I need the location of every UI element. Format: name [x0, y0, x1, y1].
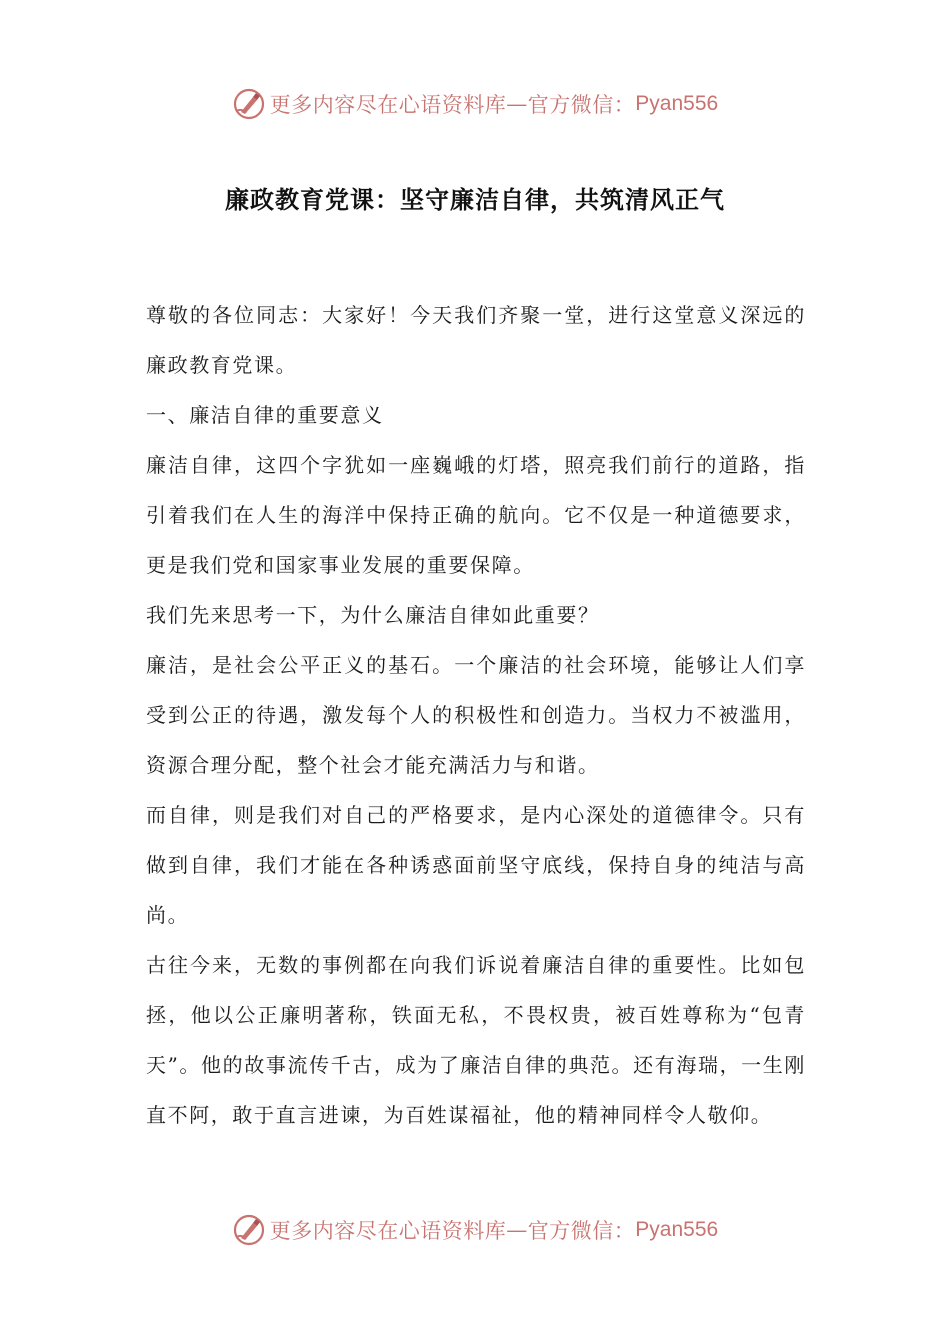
document-title: 廉政教育党课：坚守廉洁自律，共筑清风正气 [225, 185, 725, 214]
watermark-banner-top [0, 84, 950, 124]
watermark-wechat-id: Pyan556 [635, 92, 719, 115]
watermark-wechat-id: Pyan556 [635, 1218, 719, 1241]
watermark-label: 官方微信： [527, 1219, 636, 1243]
pen-nib-logo-icon [232, 1213, 266, 1247]
watermark-separator: — [506, 1218, 528, 1242]
watermark-text: 更多内容尽在心语资料库 [269, 93, 507, 117]
paragraph: 而自律，则是我们对自己的严格要求，是内心深处的道德律令。只有做到自律，我们才能在各种诱惑面前坚守底线，保持自身的纯洁与高尚。 [146, 803, 806, 927]
paragraph: 廉洁自律，这四个字犹如一座巍峨的灯塔，照亮我们前行的道路，指引着我们在人生的海洋中保持正确的航向。它不仅是一种道德要求，更是我们党和国家事业发展的重要保障。 [146, 453, 806, 577]
watermark-text: 更多内容尽在心语资料库 [269, 1219, 507, 1243]
section-heading-1: 一、廉洁自律的重要意义 [146, 403, 384, 427]
paragraph: 我们先来思考一下，为什么廉洁自律如此重要？ [146, 603, 600, 627]
watermark-separator: — [506, 92, 528, 116]
paragraph: 古往今来，无数的事例都在向我们诉说着廉洁自律的重要性。比如包拯，他以公正廉明著称，铁面无私，不畏权贵，被百姓尊称为“包青天”。他的故事流传千古，成为了廉洁自律的典范。还有海瑞，一生刚直不阿，敢于直言进谏，为百姓谋福祉，他的精神同样令人敬仰。 [146, 953, 806, 1127]
watermark-label: 官方微信： [527, 93, 636, 117]
paragraph: 廉洁，是社会公平正义的基石。一个廉洁的社会环境，能够让人们享受到公正的待遇，激发每个人的积极性和创造力。当权力不被滥用，资源合理分配，整个社会才能充满活力与和谐。 [146, 653, 806, 777]
document-body [146, 290, 806, 1140]
watermark-banner-bottom [0, 1210, 950, 1250]
pen-nib-logo-icon [232, 87, 266, 121]
paragraph-greeting: 尊敬的各位同志：大家好！今天我们齐聚一堂，进行这堂意义深远的廉政教育党课。 [146, 303, 806, 377]
